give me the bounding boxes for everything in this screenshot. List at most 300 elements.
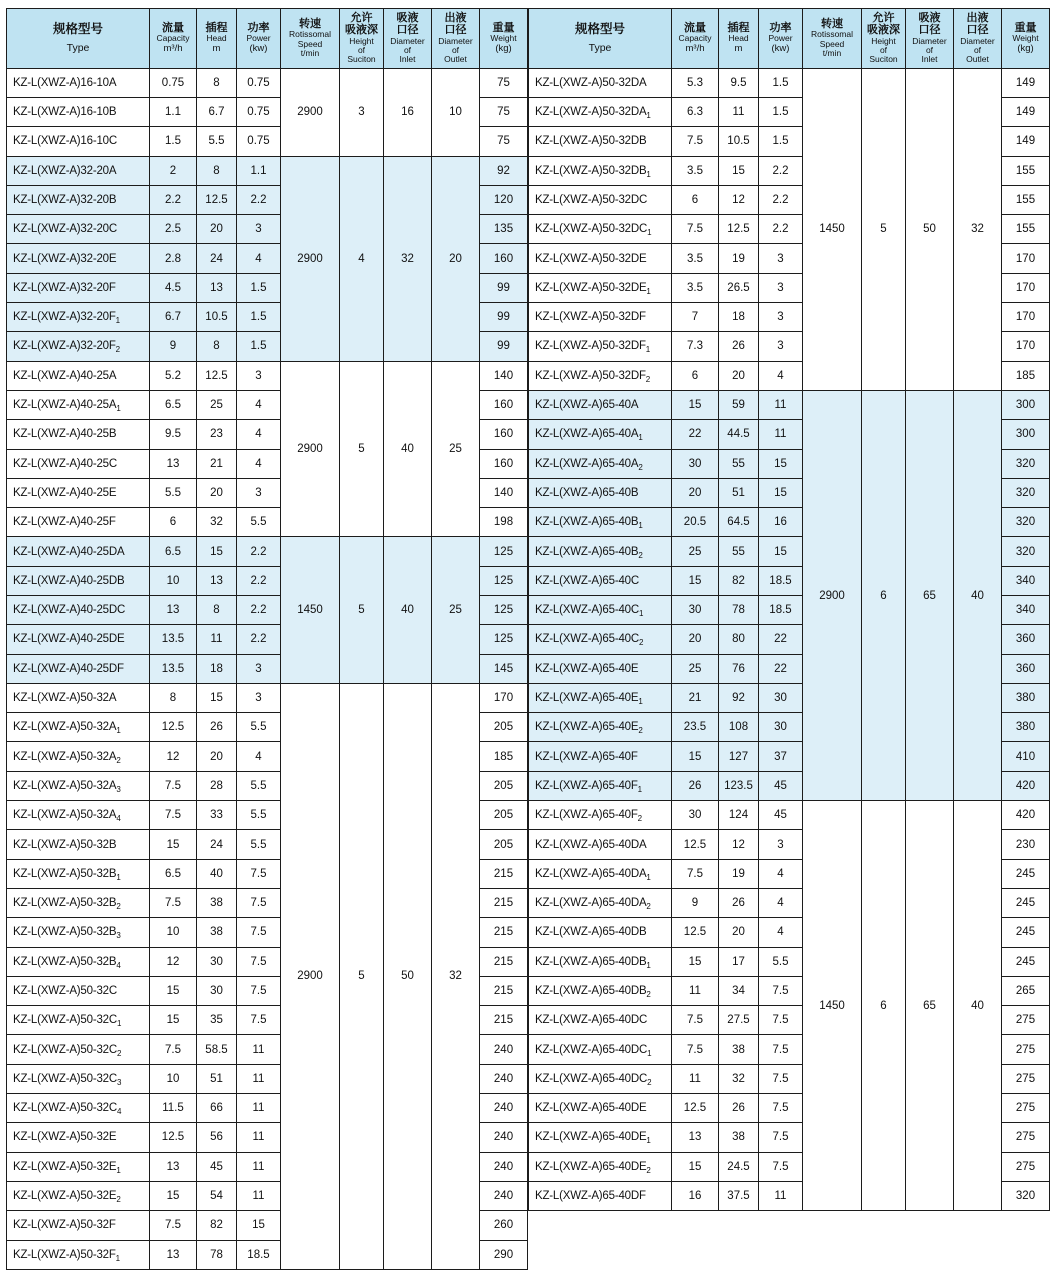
cell-weight: 245 — [1002, 859, 1050, 888]
cell-power: 5.5 — [237, 508, 281, 537]
cell-inlet: 65 — [906, 801, 954, 1211]
cell-type: KZ-L(XWZ-A)32-20A — [7, 156, 150, 185]
cell-weight: 420 — [1002, 771, 1050, 800]
table-header-left — [7, 9, 528, 69]
header-power: 功率 Power (kw) — [759, 9, 803, 69]
cell-weight: 240 — [480, 1152, 528, 1181]
cell-weight: 215 — [480, 918, 528, 947]
cell-head: 38 — [719, 1123, 759, 1152]
cell-power: 15 — [759, 537, 803, 566]
cell-capacity: 6 — [672, 361, 719, 390]
cell-weight: 170 — [480, 683, 528, 712]
cell-head: 26 — [719, 332, 759, 361]
cell-type: KZ-L(XWZ-A)65-40C — [529, 566, 672, 595]
cell-power: 3 — [759, 273, 803, 302]
cell-capacity: 20 — [672, 478, 719, 507]
cell-capacity: 15 — [672, 742, 719, 771]
table-row — [7, 156, 528, 185]
cell-power: 15 — [237, 1211, 281, 1240]
cell-weight: 170 — [1002, 273, 1050, 302]
cell-capacity: 10 — [150, 1064, 197, 1093]
cell-type: $KZ-L(XWZ-A)65-40DB_1$ — [529, 947, 672, 976]
cell-capacity: 6.5 — [150, 859, 197, 888]
cell-weight: 170 — [1002, 244, 1050, 273]
cell-capacity: 2.5 — [150, 215, 197, 244]
cell-weight: 205 — [480, 801, 528, 830]
cell-type: $KZ-L(XWZ-A)65-40A_2$ — [529, 449, 672, 478]
cell-speed: 2900 — [281, 683, 340, 1269]
cell-capacity: 7.5 — [150, 1211, 197, 1240]
cell-head: 18 — [197, 654, 237, 683]
cell-head: 55 — [719, 537, 759, 566]
cell-capacity: 22 — [672, 420, 719, 449]
cell-type: KZ-L(XWZ-A)40-25DB — [7, 566, 150, 595]
cell-weight: 120 — [480, 185, 528, 214]
cell-outlet: 20 — [432, 156, 480, 361]
cell-type: KZ-L(XWZ-A)50-32DE — [529, 244, 672, 273]
header-outlet-diameter: 出液 口径 Diameter of Outlet — [954, 9, 1002, 69]
cell-power: 11 — [237, 1064, 281, 1093]
cell-weight: 360 — [1002, 654, 1050, 683]
cell-type: $KZ-L(XWZ-A)50-32B_3$ — [7, 918, 150, 947]
cell-weight: 215 — [480, 888, 528, 917]
cell-power: 1.5 — [237, 303, 281, 332]
cell-power: 7.5 — [759, 1035, 803, 1064]
cell-weight: 205 — [480, 830, 528, 859]
cell-inlet: 32 — [384, 156, 432, 361]
cell-capacity: 7 — [672, 303, 719, 332]
cell-capacity: 1.1 — [150, 97, 197, 126]
cell-head: 54 — [197, 1181, 237, 1210]
cell-power: 2.2 — [759, 156, 803, 185]
cell-weight: 275 — [1002, 1006, 1050, 1035]
cell-capacity: 20 — [672, 625, 719, 654]
cell-power: 3 — [759, 332, 803, 361]
cell-head: 32 — [719, 1064, 759, 1093]
cell-type: $KZ-L(XWZ-A)50-32C_3$ — [7, 1064, 150, 1093]
cell-power: 3 — [759, 244, 803, 273]
cell-power: 16 — [759, 508, 803, 537]
cell-type: KZ-L(XWZ-A)50-32E — [7, 1123, 150, 1152]
cell-head: 59 — [719, 390, 759, 419]
cell-outlet: 10 — [432, 68, 480, 156]
cell-head: 10.5 — [719, 127, 759, 156]
cell-capacity: 15 — [150, 1181, 197, 1210]
cell-power: 3 — [759, 830, 803, 859]
cell-capacity: 7.5 — [150, 888, 197, 917]
cell-head: 51 — [197, 1064, 237, 1093]
cell-power: 11 — [759, 1181, 803, 1210]
cell-type: KZ-L(XWZ-A)50-32DF — [529, 303, 672, 332]
cell-power: 5.5 — [759, 947, 803, 976]
cell-head: 27.5 — [719, 1006, 759, 1035]
cell-weight: 275 — [1002, 1094, 1050, 1123]
cell-weight: 155 — [1002, 215, 1050, 244]
cell-weight: 340 — [1002, 566, 1050, 595]
cell-outlet: 40 — [954, 801, 1002, 1211]
cell-type: KZ-L(XWZ-A)65-40DF — [529, 1181, 672, 1210]
cell-capacity: 12.5 — [150, 713, 197, 742]
cell-speed: 1450 — [803, 801, 862, 1211]
cell-capacity: 13 — [150, 596, 197, 625]
cell-head: 20 — [197, 742, 237, 771]
cell-inlet: 40 — [384, 361, 432, 537]
cell-type: KZ-L(XWZ-A)16-10A — [7, 68, 150, 97]
cell-power: 1.5 — [759, 68, 803, 97]
cell-power: 18.5 — [759, 566, 803, 595]
cell-head: 78 — [197, 1240, 237, 1269]
table-row — [7, 537, 528, 566]
cell-capacity: 3.5 — [672, 273, 719, 302]
cell-capacity: 12.5 — [672, 830, 719, 859]
cell-capacity: 6 — [150, 508, 197, 537]
cell-power: 7.5 — [759, 1094, 803, 1123]
cell-speed: 2900 — [281, 68, 340, 156]
cell-capacity: 26 — [672, 771, 719, 800]
cell-capacity: 7.5 — [672, 1035, 719, 1064]
cell-head: 35 — [197, 1006, 237, 1035]
cell-weight: 380 — [1002, 713, 1050, 742]
cell-weight: 245 — [1002, 947, 1050, 976]
cell-outlet: 32 — [954, 68, 1002, 390]
cell-weight: 275 — [1002, 1064, 1050, 1093]
cell-weight: 245 — [1002, 888, 1050, 917]
cell-type: $KZ-L(XWZ-A)50-32C_2$ — [7, 1035, 150, 1064]
cell-capacity: 7.5 — [672, 215, 719, 244]
cell-head: 20 — [719, 361, 759, 390]
cell-head: 12.5 — [719, 215, 759, 244]
cell-type: KZ-L(XWZ-A)40-25E — [7, 478, 150, 507]
cell-power: 11 — [237, 1152, 281, 1181]
cell-weight: 99 — [480, 303, 528, 332]
cell-power: 7.5 — [237, 918, 281, 947]
cell-power: 4 — [759, 918, 803, 947]
cell-type: $KZ-L(XWZ-A)32-20F_1$ — [7, 303, 150, 332]
cell-type: $KZ-L(XWZ-A)50-32DA_1$ — [529, 97, 672, 126]
cell-type: $KZ-L(XWZ-A)50-32A_2$ — [7, 742, 150, 771]
cell-power: 1.5 — [237, 332, 281, 361]
cell-capacity: 15 — [150, 1006, 197, 1035]
cell-power: 2.2 — [237, 625, 281, 654]
cell-head: 30 — [197, 947, 237, 976]
cell-inlet: 50 — [384, 683, 432, 1269]
cell-type: $KZ-L(XWZ-A)65-40C_1$ — [529, 596, 672, 625]
header-type: 规格型号 Type — [7, 9, 150, 69]
cell-speed: 2900 — [803, 390, 862, 800]
cell-power: 5.5 — [237, 713, 281, 742]
cell-head: 6.7 — [197, 97, 237, 126]
cell-weight: 155 — [1002, 185, 1050, 214]
cell-inlet: 65 — [906, 390, 954, 800]
cell-power: 7.5 — [759, 1123, 803, 1152]
cell-weight: 185 — [480, 742, 528, 771]
cell-capacity: 6.5 — [150, 537, 197, 566]
cell-type: KZ-L(XWZ-A)32-20B — [7, 185, 150, 214]
cell-power: 0.75 — [237, 97, 281, 126]
cell-weight: 360 — [1002, 625, 1050, 654]
cell-capacity: 6.5 — [150, 390, 197, 419]
cell-outlet: 25 — [432, 537, 480, 683]
cell-head: 55 — [719, 449, 759, 478]
cell-power: 7.5 — [759, 1064, 803, 1093]
cell-capacity: 10 — [150, 918, 197, 947]
cell-capacity: 16 — [672, 1181, 719, 1210]
cell-head: 12.5 — [197, 185, 237, 214]
cell-weight: 215 — [480, 976, 528, 1005]
cell-type: KZ-L(XWZ-A)40-25DE — [7, 625, 150, 654]
cell-capacity: 8 — [150, 683, 197, 712]
cell-capacity: 25 — [672, 537, 719, 566]
cell-capacity: 7.5 — [150, 801, 197, 830]
cell-weight: 320 — [1002, 537, 1050, 566]
cell-suction-height: 5 — [340, 361, 384, 537]
cell-weight: 215 — [480, 1006, 528, 1035]
cell-inlet: 40 — [384, 537, 432, 683]
cell-type: KZ-L(XWZ-A)40-25DA — [7, 537, 150, 566]
cell-head: 5.5 — [197, 127, 237, 156]
cell-suction-height: 6 — [862, 390, 906, 800]
table-header-right — [529, 9, 1050, 69]
cell-weight: 320 — [1002, 1181, 1050, 1210]
cell-capacity: 2.2 — [150, 185, 197, 214]
cell-capacity: 23.5 — [672, 713, 719, 742]
cell-power: 4 — [237, 449, 281, 478]
cell-capacity: 9.5 — [150, 420, 197, 449]
cell-head: 82 — [719, 566, 759, 595]
cell-weight: 265 — [1002, 976, 1050, 1005]
cell-type: $KZ-L(XWZ-A)32-20F_2$ — [7, 332, 150, 361]
cell-suction-height: 6 — [862, 801, 906, 1211]
cell-weight: 125 — [480, 596, 528, 625]
cell-type: $KZ-L(XWZ-A)65-40DC_1$ — [529, 1035, 672, 1064]
cell-weight: 125 — [480, 566, 528, 595]
cell-capacity: 3.5 — [672, 244, 719, 273]
cell-power: 3 — [237, 683, 281, 712]
cell-outlet: 40 — [954, 390, 1002, 800]
cell-head: 8 — [197, 68, 237, 97]
header-outlet-diameter: 出液 口径 Diameter of Outlet — [432, 9, 480, 69]
cell-weight: 410 — [1002, 742, 1050, 771]
cell-head: 15 — [719, 156, 759, 185]
cell-capacity: 30 — [672, 596, 719, 625]
cell-capacity: 6.3 — [672, 97, 719, 126]
cell-type: KZ-L(XWZ-A)65-40B — [529, 478, 672, 507]
header-type: 规格型号 Type — [529, 9, 672, 69]
spec-table-right — [528, 8, 1050, 1211]
cell-power: 0.75 — [237, 127, 281, 156]
cell-type: $KZ-L(XWZ-A)65-40DB_2$ — [529, 976, 672, 1005]
cell-head: 12 — [719, 185, 759, 214]
cell-power: 3 — [237, 215, 281, 244]
cell-power: 5.5 — [237, 801, 281, 830]
cell-weight: 340 — [1002, 596, 1050, 625]
cell-weight: 170 — [1002, 303, 1050, 332]
cell-weight: 245 — [1002, 918, 1050, 947]
cell-speed: 1450 — [803, 68, 862, 390]
cell-type: $KZ-L(XWZ-A)50-32DE_1$ — [529, 273, 672, 302]
cell-power: 22 — [759, 654, 803, 683]
cell-weight: 380 — [1002, 683, 1050, 712]
cell-capacity: 7.5 — [150, 1035, 197, 1064]
cell-power: 7.5 — [237, 888, 281, 917]
table-row — [529, 801, 1050, 830]
cell-weight: 92 — [480, 156, 528, 185]
cell-capacity: 15 — [672, 390, 719, 419]
cell-type: $KZ-L(XWZ-A)65-40F_2$ — [529, 801, 672, 830]
cell-power: 5.5 — [237, 830, 281, 859]
cell-suction-height: 4 — [340, 156, 384, 361]
cell-power: 1.5 — [759, 97, 803, 126]
cell-capacity: 5.2 — [150, 361, 197, 390]
cell-capacity: 12.5 — [150, 1123, 197, 1152]
cell-power: 1.5 — [237, 273, 281, 302]
cell-inlet: 50 — [906, 68, 954, 390]
cell-type: KZ-L(XWZ-A)65-40A — [529, 390, 672, 419]
cell-head: 10.5 — [197, 303, 237, 332]
cell-weight: 149 — [1002, 127, 1050, 156]
cell-power: 2.2 — [237, 566, 281, 595]
cell-power: 4 — [759, 361, 803, 390]
cell-head: 20 — [197, 215, 237, 244]
cell-weight: 140 — [480, 478, 528, 507]
cell-capacity: 5.5 — [150, 478, 197, 507]
cell-head: 40 — [197, 859, 237, 888]
cell-power: 7.5 — [237, 976, 281, 1005]
cell-type: KZ-L(XWZ-A)50-32B — [7, 830, 150, 859]
cell-power: 3 — [237, 478, 281, 507]
cell-power: 3 — [237, 361, 281, 390]
cell-head: 12 — [719, 830, 759, 859]
cell-power: 15 — [759, 449, 803, 478]
cell-head: 45 — [197, 1152, 237, 1181]
cell-type: KZ-L(XWZ-A)65-40F — [529, 742, 672, 771]
cell-weight: 160 — [480, 244, 528, 273]
cell-weight: 75 — [480, 68, 528, 97]
cell-weight: 240 — [480, 1181, 528, 1210]
cell-weight: 320 — [1002, 508, 1050, 537]
cell-head: 26 — [719, 888, 759, 917]
cell-capacity: 0.75 — [150, 68, 197, 97]
cell-head: 38 — [197, 918, 237, 947]
cell-head: 38 — [719, 1035, 759, 1064]
cell-capacity: 11 — [672, 1064, 719, 1093]
cell-capacity: 11 — [672, 976, 719, 1005]
cell-type: $KZ-L(XWZ-A)65-40DA_1$ — [529, 859, 672, 888]
cell-type: $KZ-L(XWZ-A)65-40C_2$ — [529, 625, 672, 654]
cell-type: $KZ-L(XWZ-A)50-32E_1$ — [7, 1152, 150, 1181]
table-row — [7, 683, 528, 712]
cell-head: 9.5 — [719, 68, 759, 97]
cell-power: 7.5 — [237, 859, 281, 888]
cell-head: 18 — [719, 303, 759, 332]
cell-power: 18.5 — [237, 1240, 281, 1269]
cell-capacity: 15 — [672, 947, 719, 976]
cell-power: 7.5 — [759, 1152, 803, 1181]
cell-type: KZ-L(XWZ-A)40-25B — [7, 420, 150, 449]
table-body-right — [529, 68, 1050, 1211]
cell-capacity: 7.3 — [672, 332, 719, 361]
cell-type: KZ-L(XWZ-A)50-32DA — [529, 68, 672, 97]
cell-power: 7.5 — [237, 947, 281, 976]
cell-type: KZ-L(XWZ-A)65-40E — [529, 654, 672, 683]
cell-weight: 185 — [1002, 361, 1050, 390]
cell-weight: 420 — [1002, 801, 1050, 830]
cell-head: 80 — [719, 625, 759, 654]
cell-head: 25 — [197, 390, 237, 419]
cell-power: 3 — [759, 303, 803, 332]
cell-type: KZ-L(XWZ-A)16-10B — [7, 97, 150, 126]
cell-weight: 230 — [1002, 830, 1050, 859]
cell-head: 108 — [719, 713, 759, 742]
cell-power: 4 — [759, 859, 803, 888]
cell-type: $KZ-L(XWZ-A)65-40B_2$ — [529, 537, 672, 566]
cell-type: $KZ-L(XWZ-A)50-32F_1$ — [7, 1240, 150, 1269]
header-weight: 重量 Weight (kg) — [1002, 9, 1050, 69]
cell-capacity: 1.5 — [150, 127, 197, 156]
cell-type: $KZ-L(XWZ-A)65-40A_1$ — [529, 420, 672, 449]
cell-weight: 160 — [480, 420, 528, 449]
cell-head: 82 — [197, 1211, 237, 1240]
cell-weight: 240 — [480, 1094, 528, 1123]
cell-weight: 170 — [1002, 332, 1050, 361]
cell-weight: 75 — [480, 97, 528, 126]
cell-inlet: 16 — [384, 68, 432, 156]
cell-type: KZ-L(XWZ-A)16-10C — [7, 127, 150, 156]
cell-outlet: 25 — [432, 361, 480, 537]
cell-type: $KZ-L(XWZ-A)65-40E_1$ — [529, 683, 672, 712]
cell-weight: 275 — [1002, 1123, 1050, 1152]
table-row — [529, 68, 1050, 97]
cell-weight: 198 — [480, 508, 528, 537]
cell-type: KZ-L(XWZ-A)32-20E — [7, 244, 150, 273]
cell-capacity: 13 — [150, 449, 197, 478]
cell-capacity: 2.8 — [150, 244, 197, 273]
cell-weight: 215 — [480, 947, 528, 976]
cell-capacity: 2 — [150, 156, 197, 185]
tables-container — [6, 8, 1054, 1270]
cell-head: 8 — [197, 156, 237, 185]
cell-head: 76 — [719, 654, 759, 683]
cell-capacity: 12.5 — [672, 918, 719, 947]
cell-type: KZ-L(XWZ-A)50-32C — [7, 976, 150, 1005]
cell-head: 19 — [719, 244, 759, 273]
cell-head: 24 — [197, 830, 237, 859]
cell-weight: 320 — [1002, 449, 1050, 478]
header-capacity: 流量 Capacity m³/h — [672, 9, 719, 69]
table-row — [7, 361, 528, 390]
header-suction-height: 允许 吸液深 Height of Suciton — [340, 9, 384, 69]
cell-head: 30 — [197, 976, 237, 1005]
cell-head: 20 — [197, 478, 237, 507]
cell-type: $KZ-L(XWZ-A)50-32DC_1$ — [529, 215, 672, 244]
cell-suction-height: 5 — [862, 68, 906, 390]
cell-type: $KZ-L(XWZ-A)50-32DB_1$ — [529, 156, 672, 185]
cell-power: 22 — [759, 625, 803, 654]
cell-weight: 290 — [480, 1240, 528, 1269]
cell-power: 7.5 — [237, 1006, 281, 1035]
cell-head: 17 — [719, 947, 759, 976]
cell-type: $KZ-L(XWZ-A)65-40F_1$ — [529, 771, 672, 800]
header-capacity: 流量 Capacity m³/h — [150, 9, 197, 69]
table-row — [7, 68, 528, 97]
cell-capacity: 13 — [150, 1240, 197, 1269]
cell-capacity: 7.5 — [672, 859, 719, 888]
cell-weight: 125 — [480, 625, 528, 654]
cell-type: KZ-L(XWZ-A)65-40DC — [529, 1006, 672, 1035]
cell-power: 45 — [759, 801, 803, 830]
cell-head: 26 — [719, 1094, 759, 1123]
cell-capacity: 7.5 — [672, 1006, 719, 1035]
